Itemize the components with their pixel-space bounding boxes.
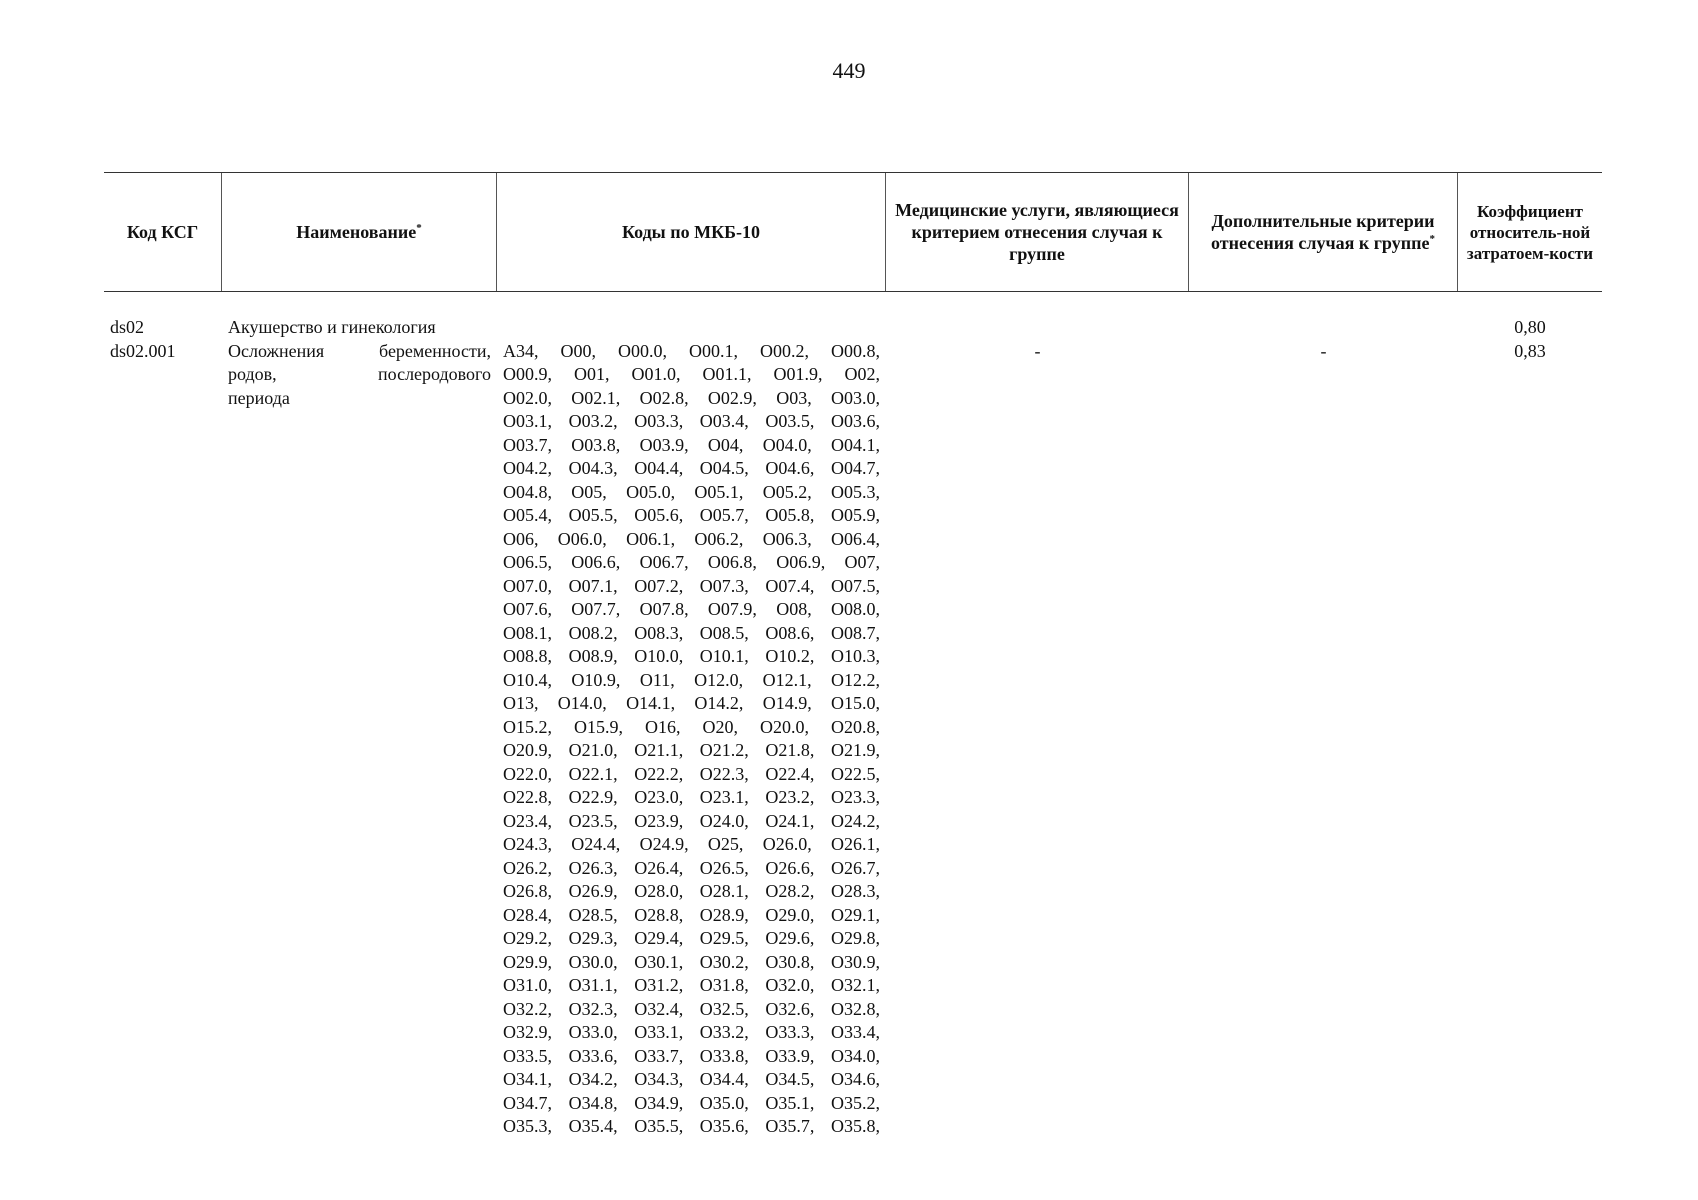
table-row xyxy=(104,316,1602,340)
icd-code-line: O20.9, O21.0, O21.1, O21.2, O21.8, O21.9, xyxy=(503,740,880,760)
extra-criteria-cell xyxy=(1189,316,1458,340)
icd-codes-cell xyxy=(497,340,886,1139)
ksg-name-cell xyxy=(222,340,497,1139)
header-extra-criteria-label: Дополнительные критерии отнесения случая к группе* xyxy=(1211,211,1435,253)
icd-code-line: O22.0, O22.1, O22.2, O22.3, O22.4, O22.5, xyxy=(503,763,880,784)
coef-cell: 0,80 xyxy=(1514,317,1546,337)
table-row xyxy=(104,340,1602,1139)
icd-code-line: A34, O00, O00.0, O00.1, O00.2, O00.8, xyxy=(503,340,880,361)
footnote-mark: * xyxy=(1429,233,1435,245)
header-extra-criteria xyxy=(1189,173,1458,291)
icd-code-line: O05.4, O05.5, O05.6, O05.7, O05.8, O05.9, xyxy=(503,505,880,525)
name-line: Осложнения беременности, xyxy=(228,340,491,361)
icd-code-line: O07.6, O07.7, O07.8, O07.9, O08, O08.0, xyxy=(503,599,880,619)
icd-code-line: O04.2, O04.3, O04.4, O04.5, O04.6, O04.7, xyxy=(503,458,880,478)
icd-code-line: O08.8, O08.9, O10.0, O10.1, O10.2, O10.3, xyxy=(503,646,880,666)
icd-code-line: O34.7, O34.8, O34.9, O35.0, O35.1, O35.2, xyxy=(503,1092,880,1113)
footnote-mark: * xyxy=(416,222,422,234)
header-name-label: Наименование* xyxy=(296,222,422,242)
icd-codes-cell xyxy=(497,316,886,340)
ksg-code-cell: ds02 xyxy=(110,317,145,337)
icd-code-line: O22.8, O22.9, O23.0, O23.1, O23.2, O23.3, xyxy=(503,787,880,807)
name-line: родов, послеродового xyxy=(228,364,491,384)
header-name xyxy=(222,173,497,291)
table-header xyxy=(104,172,1602,292)
header-services xyxy=(886,173,1189,291)
icd-code-line: O34.1, O34.2, O34.3, O34.4, O34.5, O34.6, xyxy=(503,1069,880,1089)
icd-code-line: O03.7, O03.8, O03.9, O04, O04.0, O04.1, xyxy=(503,434,880,455)
coef-cell: 0,83 xyxy=(1514,340,1546,361)
icd-code-line: O00.9, O01, O01.0, O01.1, O01.9, O02, xyxy=(503,364,880,384)
ksg-code-cell: ds02.001 xyxy=(110,340,176,361)
icd-code-line: O15.2, O15.9, O16, O20, O20.0, O20.8, xyxy=(503,716,880,737)
icd-code-line: O26.8, O26.9, O28.0, O28.1, O28.2, O28.3, xyxy=(503,881,880,901)
icd-code-line: O03.1, O03.2, O03.3, O03.4, O03.5, O03.6, xyxy=(503,411,880,431)
icd-code-line: O31.0, O31.1, O31.2, O31.8, O32.0, O32.1, xyxy=(503,975,880,995)
header-coef-label: Коэффициент относитель-ной затратоем-кости xyxy=(1466,201,1594,263)
ksg-name-cell: Акушерство и гинекология xyxy=(228,317,436,337)
icd-code-line: O29.2, O29.3, O29.4, O29.5, O29.6, O29.8, xyxy=(503,928,880,948)
icd-code-line: O24.3, O24.4, O24.9, O25, O26.0, O26.1, xyxy=(503,834,880,854)
ksg-table xyxy=(104,172,1602,1139)
icd-code-line: O23.4, O23.5, O23.9, O24.0, O24.1, O24.2, xyxy=(503,810,880,831)
icd-code-line: O26.2, O26.3, O26.4, O26.5, O26.6, O26.7, xyxy=(503,857,880,878)
extra-criteria-cell: - xyxy=(1320,340,1327,361)
icd-code-line: O04.8, O05, O05.0, O05.1, O05.2, O05.3, xyxy=(503,481,880,502)
icd-code-line: O02.0, O02.1, O02.8, O02.9, O03, O03.0, xyxy=(503,387,880,408)
header-icd-codes xyxy=(497,173,886,291)
header-ksg-code xyxy=(104,173,222,291)
icd-code-line: O10.4, O10.9, O11, O12.0, O12.1, O12.2, xyxy=(503,669,880,690)
header-icd-codes-label: Коды по МКБ-10 xyxy=(621,222,761,242)
icd-code-line: O32.9, O33.0, O33.1, O33.2, O33.3, O33.4, xyxy=(503,1022,880,1042)
icd-code-line: O33.5, O33.6, O33.7, O33.8, O33.9, O34.0, xyxy=(503,1045,880,1066)
header-coef xyxy=(1458,173,1602,291)
icd-code-line: O35.3, O35.4, O35.5, O35.6, O35.7, O35.8, xyxy=(503,1116,880,1136)
page-number: 449 xyxy=(832,58,866,83)
icd-code-line: O28.4, O28.5, O28.8, O28.9, O29.0, O29.1, xyxy=(503,904,880,925)
icd-code-line: O29.9, O30.0, O30.1, O30.2, O30.8, O30.9, xyxy=(503,951,880,972)
icd-code-line: O32.2, O32.3, O32.4, O32.5, O32.6, O32.8, xyxy=(503,998,880,1019)
header-ksg-code-label: Код КСГ xyxy=(126,222,199,242)
services-cell xyxy=(886,316,1189,340)
services-cell: - xyxy=(1034,340,1041,361)
icd-code-line: O06.5, O06.6, O06.7, O06.8, O06.9, O07, xyxy=(503,552,880,572)
icd-code-line: O06, O06.0, O06.1, O06.2, O06.3, O06.4, xyxy=(503,528,880,549)
header-services-label: Медицинские услуги, являющиеся критерием отнесения случая к группе xyxy=(895,200,1179,264)
icd-code-line: O08.1, O08.2, O08.3, O08.5, O08.6, O08.7, xyxy=(503,622,880,643)
icd-code-line: O13, O14.0, O14.1, O14.2, O14.9, O15.0, xyxy=(503,693,880,713)
icd-code-line: O07.0, O07.1, O07.2, O07.3, O07.4, O07.5, xyxy=(503,575,880,596)
name-line: периода xyxy=(228,387,290,408)
